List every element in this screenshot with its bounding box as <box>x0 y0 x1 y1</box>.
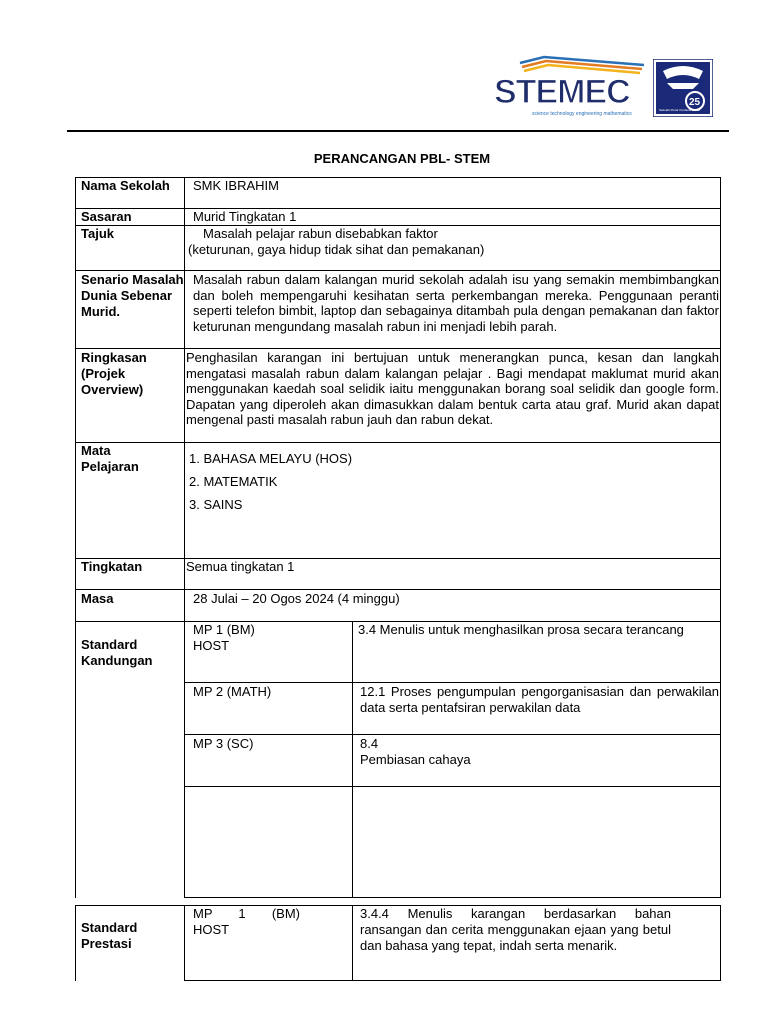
label-tingkatan: Tingkatan <box>81 559 143 574</box>
sk-code-2: MP 2 (MATH) <box>193 684 272 699</box>
sk-desc-2: 12.1 Proses pengumpulan pengorganisasian dan perwakilan data serta pentafsiran perwakilan data <box>360 684 719 715</box>
seal-ring-text: Sekolah Pintar Perdana Wakaf <box>659 108 700 112</box>
stemec-logo-text: STEMEC <box>494 73 630 111</box>
value-tajuk <box>188 226 718 257</box>
sk-desc-3-line: Pembiasan cahaya <box>360 751 471 767</box>
subject-list <box>189 451 709 520</box>
sp-desc-1: 3.4.4 Menulis karangan berdasarkan bahan ransangan dan cerita menggunakan ejaan yang betul dan bahasa yang tepat, indah serta menarik. <box>360 906 671 953</box>
sk-desc-3 <box>360 736 715 767</box>
sp-code-1-line: MP 1 (BM) <box>193 906 300 921</box>
sk-code-3: MP 3 (SC) <box>193 736 254 751</box>
sp-code-1-line: HOST <box>193 921 230 937</box>
label-nama-sekolah: Nama Sekolah <box>81 178 170 193</box>
value-ringkasan: Penghasilan karangan ini bertujuan untuk menerangkan punca, kesan dan langkah mengatasi masalah rabun dalam kalangan pelajar . Bagi mendapat maklumat murid akan menggunakan kaedah soal selidik iaitu menggunakan borang soal selidik dan google form. Dapatan yang diperoleh akan dimasukkan dalam bentuk carta atau graf. Murid akan dapat mengenal pasti masalah rabun jauh dan rabun dekat. <box>186 350 719 427</box>
value-masa: 28 Julai – 20 Ogos 2024 (4 minggu) <box>193 591 400 606</box>
subject-item: 3. SAINS <box>189 497 243 512</box>
sp-code-1 <box>193 906 300 937</box>
value-sasaran: Murid Tingkatan 1 <box>193 209 297 224</box>
seal-number: 25 <box>689 97 701 108</box>
tajuk-line-1: Masalah pelajar rabun disebabkan faktor <box>203 226 438 241</box>
value-tingkatan: Semua tingkatan 1 <box>186 559 295 574</box>
sk-code-1: MP 1 (BM) HOST <box>193 622 255 653</box>
label-sasaran: Sasaran <box>81 209 132 224</box>
label-standard-kandungan: Standard Kandungan <box>81 637 153 668</box>
document-title: PERANCANGAN PBL- STEM <box>313 151 491 166</box>
label-tajuk: Tajuk <box>81 226 114 241</box>
label-mata-pelajaran: Mata Pelajaran <box>81 443 139 474</box>
stemec-logo-tagline: science technology engineering mathematics <box>532 111 632 117</box>
tajuk-line-2: (keturunan, gaya hidup tidak sihat dan pemakanan) <box>188 241 485 257</box>
label-ringkasan: Ringkasan (Projek Overview) <box>81 350 147 397</box>
label-senario: Senario Masalah Dunia Sebenar Murid. <box>81 272 184 319</box>
school-seal-logo <box>653 59 713 117</box>
header-rule <box>67 130 729 132</box>
subject-item: 1. BAHASA MELAYU (HOS) <box>189 451 353 466</box>
value-senario: Masalah rabun dalam kalangan murid sekolah adalah isu yang semakin membimbangkan dan boleh mempengaruhi kesihatan serta perkembangan mereka. Penggunaan peranti seperti telefon bimbit, laptop dan sebagainya ditambah pula dengan pemakanan dan faktor keturunan mengundang masalah rabun ini menjadi lebih parah. <box>193 272 719 334</box>
label-masa: Masa <box>81 591 114 606</box>
sk-desc-3-line: 8.4 <box>360 736 379 751</box>
stemec-logo <box>492 55 644 117</box>
sk-desc-1: 3.4 Menulis untuk menghasilkan prosa secara terancang <box>358 622 684 637</box>
subject-item: 2. MATEMATIK <box>189 474 278 489</box>
label-standard-prestasi: Standard Prestasi <box>81 920 138 951</box>
value-nama-sekolah: SMK IBRAHIM <box>193 178 279 193</box>
